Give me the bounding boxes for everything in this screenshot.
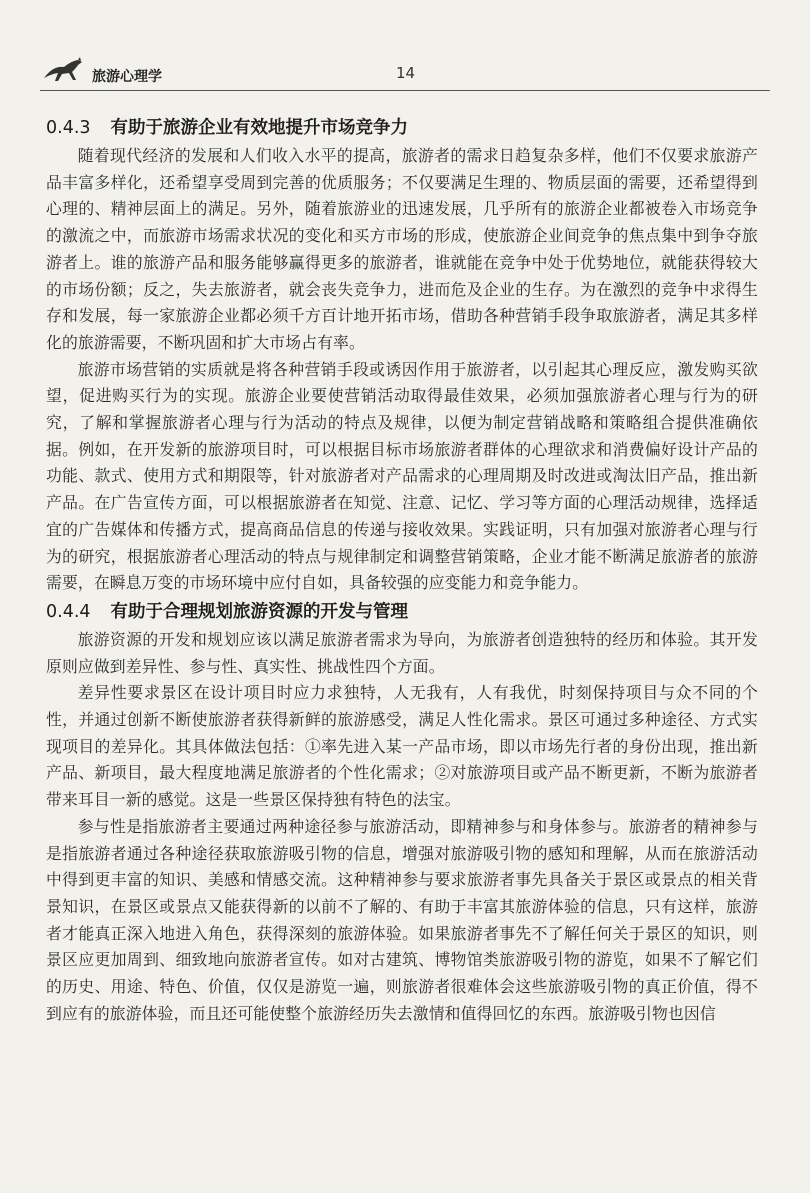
book-title: 旅游心理学 <box>92 69 162 85</box>
section-number: 0.4.4 <box>46 601 91 622</box>
page-number: 14 <box>396 64 416 82</box>
horse-logo-icon <box>42 56 86 84</box>
paragraph: 随着现代经济的发展和人们收入水平的提高，旅游者的需求日趋复杂多样，他们不仅要求旅游产品丰富多样化，还希望享受周到完善的优质服务；不仅要满足生理的、物质层面的需要，还希望得到心理的、精神层面上的满足。另外，随着旅游业的迅速发展，几乎所有的旅游企业都被卷入市场竞争的激流之中，而旅游市场需求状况的变化和买方市场的形成，使旅游企业间竞争的焦点集中到争夺旅游者上。谁的旅游产品和服务能够赢得更多的旅游者，谁就能在竞争中处于优势地位，就能获得较大的市场份额；反之，失去旅游者，就会丧失竞争力，进而危及企业的生存。为在激烈的竞争中求得生存和发展，每一家旅游企业都必须千方百计地开拓市场，借助各种营销手段争取旅游者，满足其多样化的旅游需要，不断巩固和扩大市场占有率。 <box>46 146 758 352</box>
running-header <box>40 52 770 92</box>
section-title: 有助于旅游企业有效地提升市场竞争力 <box>110 118 409 138</box>
paragraph: 旅游资源的开发和规划应该以满足旅游者需求为导向，为旅游者创造独特的经历和体验。其开发原则应做到差异性、参与性、真实性、挑战性四个方面。 <box>46 629 758 676</box>
section-number: 0.4.3 <box>46 118 91 138</box>
paragraph: 差异性要求景区在设计项目时应力求独特，人无我有，人有我优，时刻保持项目与众不同的个性，并通过创新不断使旅游者获得新鲜的旅游感受，满足人性化需求。景区可通过多种途径、方式实现项目的差异化。其具体做法包括：①率先进入某一产品市场，即以市场先行者的身份出现，推出新产品、新项目，最大程度地满足旅游者的个性化需求；②对旅游项目或产品不断更新，不断为旅游者带来耳目一新的感觉。这是一些景区保持独有特色的法宝。 <box>46 683 758 810</box>
section-heading <box>46 113 758 143</box>
header-rule <box>40 90 770 91</box>
page-body <box>46 113 758 1028</box>
paragraph: 旅游市场营销的实质就是将各种营销手段或诱因作用于旅游者，以引起其心理反应，激发购买欲望，促进购买行为的实现。旅游企业要使营销活动取得最佳效果，必须加强旅游者心理与行为的研究，了解和掌握旅游者心理与行为活动的特点及规律，以便为制定营销战略和策略组合提供准确依据。例如，在开发新的旅游项目时，可以根据目标市场旅游者群体的心理欲求和消费偏好设计产品的功能、款式、使用方式和期限等，针对旅游者对产品需求的心理周期及时改进或淘汰旧产品，推出新产品。在广告宣传方面，可以根据旅游者在知觉、注意、记忆、学习等方面的心理活动规律，选择适宜的广告媒体和传播方式，提高商品信息的传递与接收效果。实践证明，只有加强对旅游者心理与行为的研究，根据旅游者心理活动的特点与规律制定和调整营销策略，企业才能不断满足旅游者的旅游需要，在瞬息万变的市场环境中应付自如，具备较强的应变能力和竞争能力。 <box>46 359 758 593</box>
paragraph: 参与性是指旅游者主要通过两种途径参与旅游活动，即精神参与和身体参与。旅游者的精神参与是指旅游者通过各种途径获取旅游吸引物的信息，增强对旅游吸引物的感知和理解，从而在旅游活动中得到更丰富的知识、美感和情感交流。这种精神参与要求旅游者事先具备关于景区或景点的相关背景知识，在景区或景点又能获得新的以前不了解的、有助于丰富其旅游体验的信息，只有这样，旅游者才能真正深入地进入角色，获得深刻的旅游体验。如果旅游者事先不了解任何关于景区的知识，则景区应更加周到、细致地向旅游者宣传。如对古建筑、博物馆类旅游吸引物的游览，如果不了解它们的历史、用途、特色、价值，仅仅是游览一遍，则旅游者很难体会这些旅游吸引物的真正价值，得不到应有的旅游体验，而且还可能使整个旅游经历失去激情和值得回忆的东西。旅游吸引物也因信 <box>46 816 758 1023</box>
section-title: 有助于合理规划旅游资源的开发与管理 <box>110 601 409 622</box>
section-heading <box>46 597 758 627</box>
